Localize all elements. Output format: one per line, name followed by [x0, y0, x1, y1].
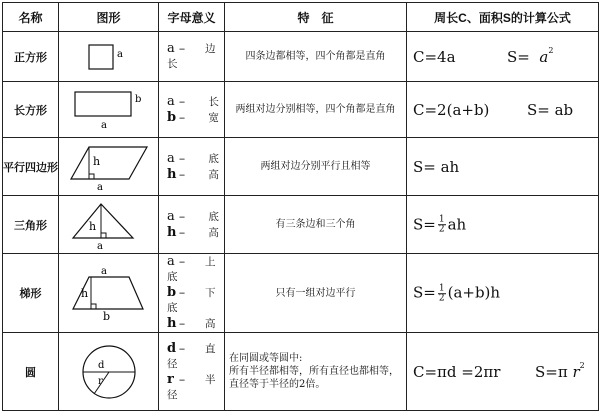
- formula: [407, 82, 599, 138]
- formula: [407, 32, 599, 82]
- circle-radius-label: r: [97, 375, 103, 387]
- area-formula: $S= a^2$: [507, 45, 554, 66]
- letter-meaning: a -- 长 b -- 宽: [159, 82, 225, 138]
- trapezoid-bottom-label: b: [102, 310, 110, 321]
- formula-table: [2, 2, 598, 401]
- formula: [407, 138, 599, 196]
- feature: 两组对边分别平行且相等: [225, 138, 407, 196]
- header-figure: 图形: [59, 3, 159, 32]
- table-row: [3, 82, 599, 138]
- feature: 有三条边和三个角: [225, 196, 407, 254]
- table-row: [3, 333, 599, 411]
- trapezoid-figure: [59, 254, 159, 333]
- header-name: 名称: [3, 3, 59, 32]
- shape-name: 正方形: [3, 32, 59, 82]
- parallelogram-height-label: h: [92, 154, 100, 168]
- area-formula: S= $\frac{1}{2}$ ah: [413, 214, 467, 235]
- parallelogram-base-label: a: [96, 181, 103, 191]
- feature: 四条边都相等，四个角都是直角: [225, 32, 407, 82]
- circle-figure: [59, 333, 159, 411]
- letter-meaning: a -- 上底 b -- 下底 h -- 高: [159, 254, 225, 333]
- header-formula: 周长C、面积S的计算公式: [407, 3, 599, 32]
- letter-meaning: d -- 直径 r -- 半径: [159, 333, 225, 411]
- area-formula: S= ab: [527, 100, 574, 119]
- trapezoid-top-label: a: [100, 266, 107, 277]
- table-row: [3, 196, 599, 254]
- header-letters: 字母意义: [159, 3, 225, 32]
- letter-meaning: a -- 底 h -- 高: [159, 138, 225, 196]
- shape-name: 梯形: [3, 254, 59, 333]
- shape-name: 长方形: [3, 82, 59, 138]
- formula: [407, 333, 599, 411]
- square-figure: [59, 32, 159, 82]
- triangle-figure: [59, 196, 159, 254]
- feature: 两组对边分别相等，四个角都是直角: [225, 82, 407, 138]
- table-row: [3, 138, 599, 196]
- parallelogram-figure: [59, 138, 159, 196]
- perimeter-formula: C=πd =2πr: [413, 362, 501, 381]
- table-row: [3, 32, 599, 82]
- trapezoid-height-label: h: [80, 287, 88, 300]
- table-row: [3, 254, 599, 333]
- area-formula: S= ah: [413, 157, 460, 176]
- formula: [407, 254, 599, 333]
- area-formula: S= $\frac{1}{2}$ (a+b)h: [413, 282, 501, 303]
- rectangle-width-label: b: [134, 93, 141, 105]
- shape-name: 圆: [3, 333, 59, 411]
- formula: [407, 196, 599, 254]
- circle-diameter-label: d: [97, 359, 104, 371]
- perimeter-formula: C=4a: [413, 47, 456, 66]
- shape-name: 平行四边形: [3, 138, 59, 196]
- shape-name: 三角形: [3, 196, 59, 254]
- header-row: [3, 3, 599, 32]
- letter-meaning: a -- 底 h -- 高: [159, 196, 225, 254]
- feature: 只有一组对边平行: [225, 254, 407, 333]
- area-formula: S=π $r^2$: [535, 360, 585, 381]
- square-side-label: a: [116, 48, 123, 60]
- triangle-height-label: h: [88, 219, 96, 233]
- feature: 在同圆或等圆中: 所有半径都相等，所有直径也都相等， 直径等于半径的2倍。: [225, 333, 407, 411]
- triangle-base-label: a: [96, 240, 103, 250]
- rectangle-figure: [59, 82, 159, 138]
- perimeter-formula: C=2(a+b): [413, 100, 490, 119]
- rectangle-length-label: a: [100, 119, 107, 131]
- letter-meaning: a -- 边长: [159, 32, 225, 82]
- header-features: 特 征: [225, 3, 407, 32]
